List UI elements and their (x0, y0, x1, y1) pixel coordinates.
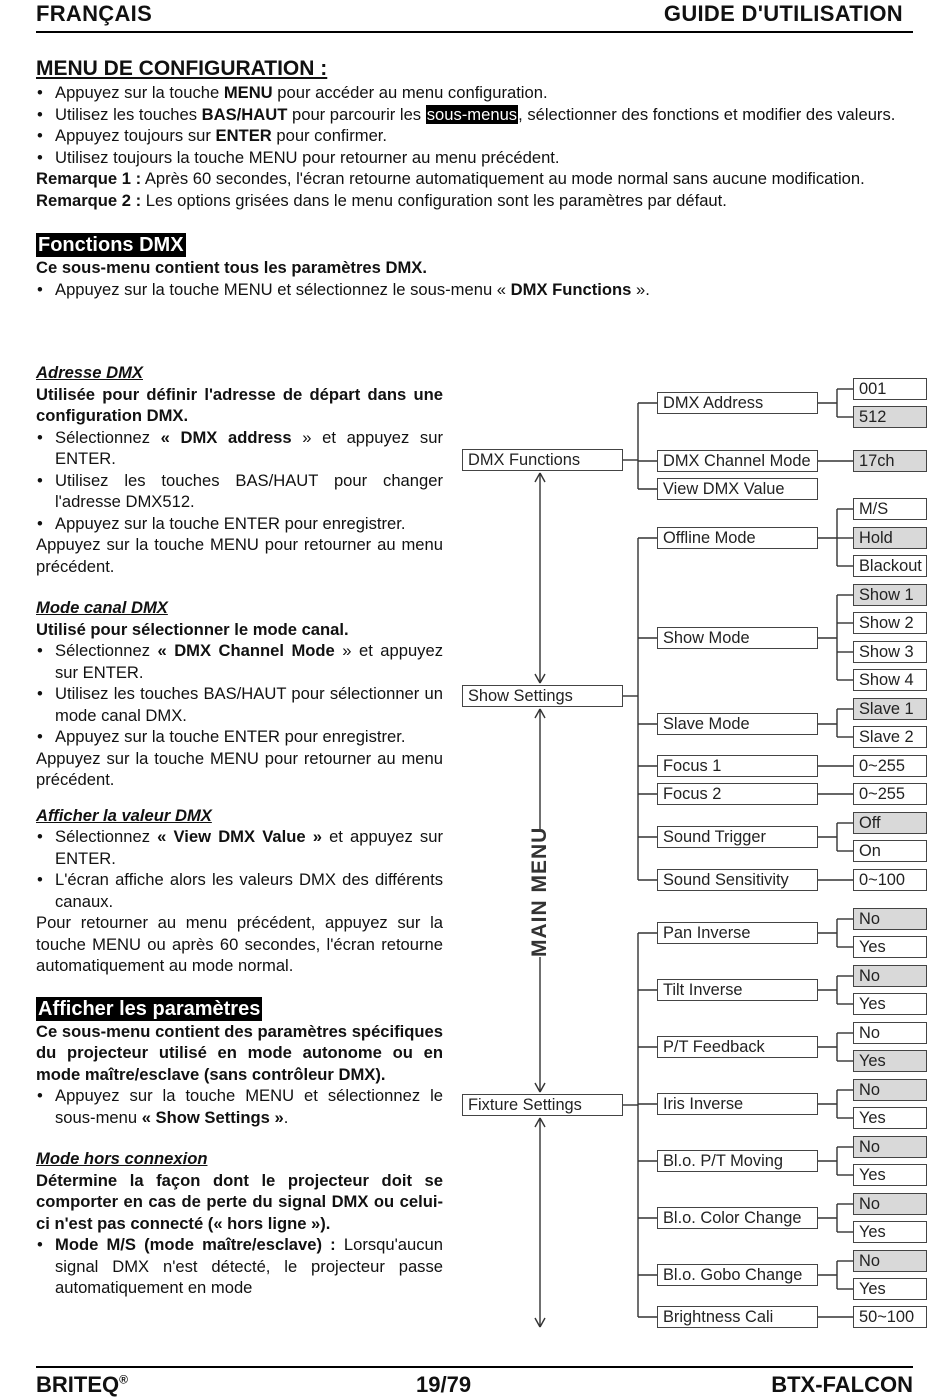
left-column (36, 362, 443, 1299)
option-value: No (853, 1136, 927, 1158)
option-value: 0~255 (853, 783, 927, 805)
config-bullets (36, 82, 913, 168)
show-settings-title: Afficher les paramètres (38, 997, 261, 1020)
remark-2: Remarque 2 : Les options grisées dans le menu configuration sont les paramètres par défaut. (36, 190, 727, 210)
arrow-head (540, 473, 545, 482)
config-title: MENU DE CONFIGURATION : (36, 57, 328, 80)
option-value: Blackout (853, 555, 927, 577)
option-value: No (853, 1250, 927, 1272)
channel-mode-title: Mode canal DMX (36, 598, 168, 617)
option-value: 17ch (853, 450, 927, 472)
footer-brand: BRITEQ® (36, 1372, 128, 1397)
menu-item-focus-2: Focus 2 (657, 783, 818, 805)
view-dmx-title: Afficher la valeur DMX (36, 805, 212, 825)
offline-mode-bullets (36, 1234, 443, 1299)
dmx-lead: Ce sous-menu contient tous les paramètres DMX. (36, 258, 427, 277)
menu-item-brightness-cali: Brightness Cali (657, 1306, 818, 1328)
option-value: Yes (853, 1221, 927, 1243)
arrow-head (535, 709, 540, 718)
main-menu-label: MAIN MENU (528, 826, 551, 957)
highlight-submenus: sous-menus (426, 104, 518, 124)
channel-mode-lead: Utilisé pour sélectionner le mode canal. (36, 619, 349, 639)
option-value: Show 2 (853, 612, 927, 634)
option-value: Show 4 (853, 669, 927, 691)
arrow-head (540, 1118, 545, 1127)
arrow-head (535, 473, 540, 482)
list-item: • Utilisez les touches BAS/HAUT pour sélectionner un mode canal DMX. (36, 683, 443, 726)
show-settings-lead: Ce sous-menu contient des paramètres spécifiques du projecteur utilisé en mode autonome ou en mode maître/esclave (sans contrôleur DMX). (36, 1021, 443, 1084)
option-value: Show 3 (853, 641, 927, 663)
page-header (36, 0, 913, 33)
dmx-bullets (36, 279, 913, 301)
menu-item-focus-1: Focus 1 (657, 755, 818, 777)
option-value: Yes (853, 1164, 927, 1186)
dmx-address-note: Appuyez sur la touche MENU pour retourner au menu précédent. (36, 535, 443, 576)
menu-item-sound-sensitivity: Sound Sensitivity (657, 869, 818, 891)
option-value: Slave 1 (853, 698, 927, 720)
arrow-head (540, 709, 545, 718)
option-value: Hold (853, 527, 927, 549)
list-item: • Utilisez les touches BAS/HAUT pour parcourir les sous-menus, sélectionner des fonctions et modifier des valeurs. (36, 104, 913, 126)
arrow-head (540, 674, 545, 683)
option-value: 50~100 (853, 1306, 927, 1328)
menu-item-tilt-inverse: Tilt Inverse (657, 979, 818, 1001)
option-value: Slave 2 (853, 726, 927, 748)
dmx-address-title: Adresse DMX (36, 363, 143, 382)
list-item: • Utilisez toujours la touche MENU pour retourner au menu précédent. (36, 147, 913, 169)
list-item: • Appuyez sur la touche MENU et sélectionnez le sous-menu « Show Settings ». (36, 1085, 443, 1128)
menu-item-view-dmx-value: View DMX Value (657, 478, 818, 500)
arrow-head (535, 1318, 540, 1327)
list-item: • Mode M/S (mode maître/esclave) : Lorsqu'aucun signal DMX n'est détecté, le projecteur passe automatiquement en mode (36, 1234, 443, 1299)
list-item: • Utilisez les touches BAS/HAUT pour changer l'adresse DMX512. (36, 470, 443, 513)
footer-model: BTX-FALCON (771, 1372, 913, 1397)
dmx-functions-title: Fonctions DMX (38, 234, 184, 256)
menu-item-slave-mode: Slave Mode (657, 713, 818, 735)
menu-item-bl-o-p-t-moving: Bl.o. P/T Moving (657, 1150, 818, 1172)
list-item: • Appuyez sur la touche ENTER pour enregistrer. (36, 726, 443, 748)
option-value: 512 (853, 406, 927, 428)
option-value: Yes (853, 1050, 927, 1072)
list-item: • Sélectionnez « View DMX Value » et appuyez sur ENTER. (36, 826, 443, 869)
option-value: Yes (853, 993, 927, 1015)
header-language: FRANÇAIS (36, 1, 153, 26)
option-value: Yes (853, 1107, 927, 1129)
option-value: No (853, 1079, 927, 1101)
view-dmx-bullets (36, 826, 443, 912)
menu-item-sound-trigger: Sound Trigger (657, 826, 818, 848)
list-item: • Appuyez sur la touche MENU et sélectionnez le sous-menu « DMX Functions ». (36, 279, 913, 301)
top-section (36, 56, 913, 300)
list-item: • Sélectionnez « DMX address » et appuyez sur ENTER. (36, 427, 443, 470)
list-item: • Appuyez sur la touche ENTER pour enregistrer. (36, 513, 443, 535)
menu-tree-diagram (455, 372, 935, 1332)
list-item: • Sélectionnez « DMX Channel Mode » et appuyez sur ENTER. (36, 640, 443, 683)
option-value: 0~255 (853, 755, 927, 777)
menu-item-show-settings: Show Settings (462, 685, 623, 707)
dmx-address-lead: Utilisée pour définir l'adresse de départ dans une configuration DMX. (36, 384, 443, 425)
menu-item-bl-o-gobo-change: Bl.o. Gobo Change (657, 1264, 818, 1286)
menu-item-dmx-functions: DMX Functions (462, 449, 623, 471)
arrow-head (540, 1083, 545, 1092)
arrow-head (535, 1118, 540, 1127)
option-value: No (853, 908, 927, 930)
arrow-head (535, 674, 540, 683)
menu-item-fixture-settings: Fixture Settings (462, 1094, 623, 1116)
channel-mode-note: Appuyez sur la touche MENU pour retourner au menu précédent. (36, 748, 443, 789)
remark-1: Remarque 1 : Après 60 secondes, l'écran retourne automatiquement au mode normal sans aucune modification. (36, 169, 865, 188)
menu-item-dmx-channel-mode: DMX Channel Mode (657, 450, 818, 472)
menu-item-p-t-feedback: P/T Feedback (657, 1036, 818, 1058)
offline-mode-lead: Détermine la façon dont le projecteur doit se comporter en cas de perte du signal DMX ou celui-ci n'est pas connecté (« hors ligne »). (36, 1170, 443, 1233)
arrow-head (540, 1318, 545, 1327)
list-item: • Appuyez sur la touche MENU pour accéder au menu configuration. (36, 82, 913, 104)
option-value: On (853, 840, 927, 862)
footer-page-number: 19/79 (416, 1372, 472, 1397)
option-value: 0~100 (853, 869, 927, 891)
option-value: M/S (853, 498, 927, 520)
option-value: 001 (853, 378, 927, 400)
menu-item-show-mode: Show Mode (657, 627, 818, 649)
list-item: • Appuyez toujours sur ENTER pour confirmer. (36, 125, 913, 147)
option-value: No (853, 1193, 927, 1215)
page-footer (36, 1366, 913, 1399)
option-value: Yes (853, 1278, 927, 1300)
option-value: Yes (853, 936, 927, 958)
header-guide-title: GUIDE D'UTILISATION (663, 1, 903, 26)
list-item: • L'écran affiche alors les valeurs DMX des différents canaux. (36, 869, 443, 912)
option-value: No (853, 965, 927, 987)
option-value: Off (853, 812, 927, 834)
view-dmx-note: Pour retourner au menu précédent, appuyez sur la touche MENU ou après 60 secondes, l'écran retourne automatiquement au mode normal. (36, 913, 443, 975)
offline-mode-title: Mode hors connexion (36, 1149, 208, 1168)
menu-item-pan-inverse: Pan Inverse (657, 922, 818, 944)
option-value: Show 1 (853, 584, 927, 606)
arrow-head (535, 1083, 540, 1092)
menu-item-offline-mode: Offline Mode (657, 527, 818, 549)
show-settings-bullets (36, 1085, 443, 1128)
dmx-address-bullets (36, 427, 443, 535)
menu-item-dmx-address: DMX Address (657, 392, 818, 414)
option-value: No (853, 1022, 927, 1044)
menu-item-bl-o-color-change: Bl.o. Color Change (657, 1207, 818, 1229)
menu-item-iris-inverse: Iris Inverse (657, 1093, 818, 1115)
channel-mode-bullets (36, 640, 443, 748)
